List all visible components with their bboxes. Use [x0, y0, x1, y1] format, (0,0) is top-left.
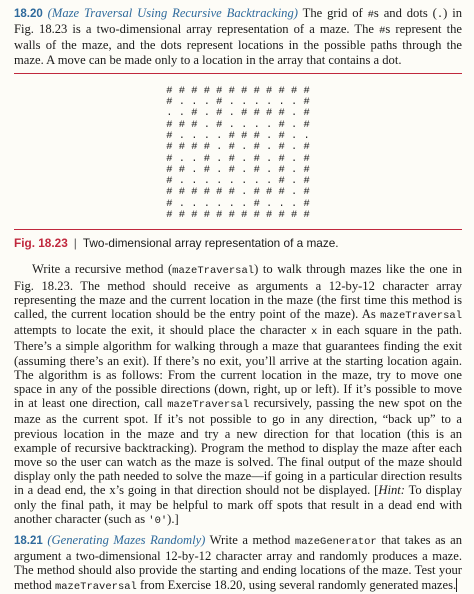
code-char: '0': [148, 514, 168, 527]
paragraph-text: ) to walk through mazes like the one in Fig. 18.23. The method should receive as arguments a 12-by-12 character array representing the maze and the current location in the maze (the first time this method is called, the current location should be the entry point of the maze). As: [14, 262, 462, 321]
code-char: x: [310, 326, 318, 339]
exercise-title: (Generating Mazes Randomly): [47, 533, 206, 548]
maze-grid: [166, 86, 309, 222]
exercise-text: s and dots (: [373, 6, 437, 20]
exercise-text: Write a method: [205, 533, 295, 548]
maze-figure: [14, 74, 462, 230]
exercise-text: ) in Fig. 18.23 is a two-dimensional array representation of a maze. The: [14, 6, 463, 37]
maze-row: # # # # # # # # # # # #: [166, 84, 310, 97]
paragraph-text: attempts to locate the exit, it should place the character: [14, 323, 311, 338]
exercise-text: that takes as an argument a two-dimensional 12-by-12 character array and randomly produces a maze. The method should also provide the starting and ending locations of the maze. Test your method: [14, 533, 462, 592]
maze-row: # . . . # . . . . . . #: [166, 96, 310, 109]
maze-row: # . . . . . . # . . . #: [166, 197, 310, 210]
exercise-text: s represent the walls of the maze, and the dots represent locations in the possible paths through the maze. A move can be made only to a location in the array that contains a dot.: [14, 22, 462, 67]
paragraph-text: recursively, passing the new spot on the maze as the current spot. If it’s not possible to go in any direction, “back up” to a previous location in the maze and try a new direction for that location (this is an example of recursive backtracking). Program the method to display the maze after each move so the user can watch as the maze is solved. The final output of the maze should display only the path needed to solve the maze—if going in a particular direction results in a dead end, the x’s going in that direction should not be displayed. [: [14, 396, 463, 498]
maze-row: # # # # # # # # # # # #: [166, 209, 310, 222]
exercise-number: 18.21: [14, 535, 43, 548]
code-dot: .: [436, 9, 444, 21]
instructions-paragraph: [14, 262, 462, 528]
maze-row: # # # # . # . # . # . #: [166, 141, 310, 154]
figure-separator: |: [73, 236, 77, 251]
code-method-name: mazeTraversal: [54, 580, 137, 593]
maze-row: # # # # # # . # # # . #: [166, 186, 310, 199]
exercise-18-20: [14, 6, 462, 67]
maze-row: # . . # . # . # . # . #: [166, 152, 310, 165]
hint-label: Hint:: [378, 483, 405, 498]
code-hash: #: [379, 25, 386, 38]
figure-caption: [14, 230, 462, 256]
code-method-name: mazeTraversal: [380, 309, 462, 322]
code-hash: #: [367, 9, 374, 21]
code-method-name: mazeGenerator: [294, 536, 377, 549]
exercise-title: (Maze Traversal Using Recursive Backtracking): [47, 6, 298, 20]
exercise-number: 18.20: [14, 8, 43, 20]
exercise-18-21: [14, 533, 462, 594]
maze-row: # # . # . # . # . # . #: [166, 163, 310, 176]
code-method-name: mazeTraversal: [167, 399, 250, 412]
exercise-text: from Exercise 18.20, using several randomly generated mazes.: [136, 577, 457, 592]
paragraph-text: ).]: [167, 511, 179, 526]
code-method-name: mazeTraversal: [172, 265, 255, 278]
maze-row: # . . . . . . . . # . #: [166, 175, 310, 188]
paragraph-text: in each square in the path. There’s a simple algorithm for walking through a maze that guarantees finding the exit (assuming there’s an exit). If there’s no exit, you’ll arrive at the starting location again. The algorithm is as follows: From the current location in the maze, try to move one space in any of the possible directions (down, right, up or left). If it’s possible to move in at least one direction, call: [14, 323, 462, 411]
textbook-page: [14, 6, 462, 594]
exercise-text: The grid of: [297, 6, 368, 20]
maze-row: . . # . # . # # # # . #: [166, 107, 310, 120]
maze-row: # # # . # . . . . # . #: [166, 118, 310, 131]
maze-row: # . . . . # # # . # . .: [166, 130, 310, 142]
figure-label: Fig. 18.23: [14, 236, 68, 251]
paragraph-text: Write a recursive method (: [32, 262, 173, 277]
figure-caption-text: Two-dimensional array representation of a maze.: [82, 236, 339, 251]
paragraph-text: To display only the final path, it may be helpful to mark off spots that result in a dead end with another character (such as: [14, 483, 462, 526]
